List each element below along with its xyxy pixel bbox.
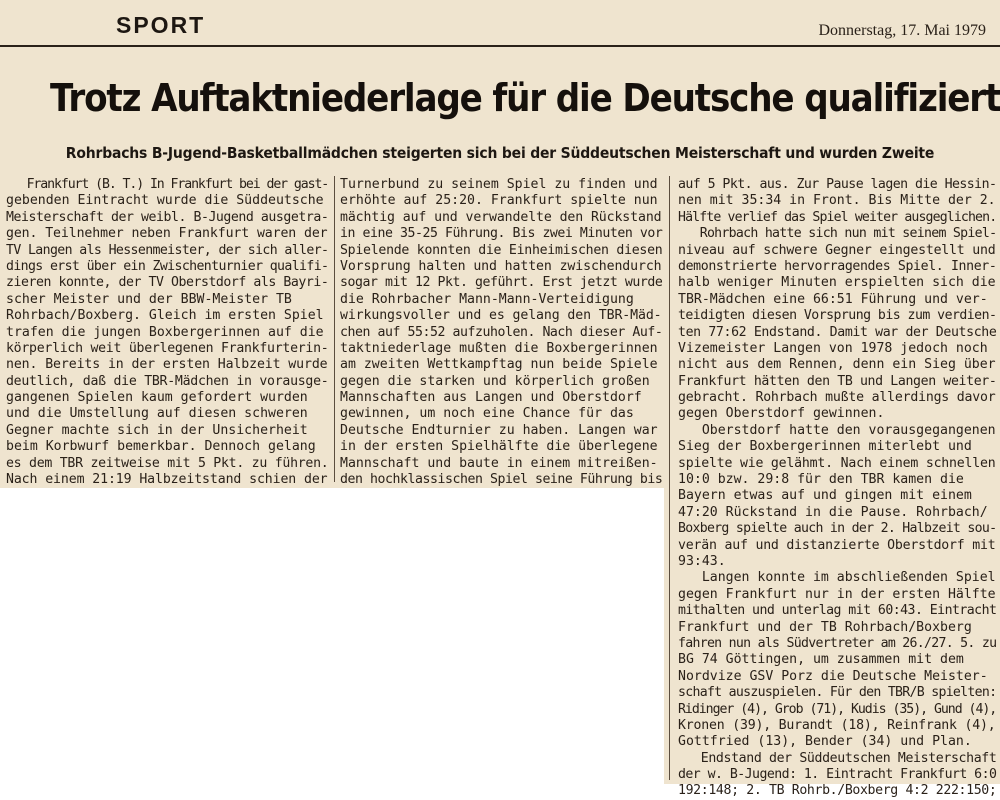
text-line: gegen Oberstdorf gewinnen. — [678, 406, 885, 422]
text-line: trafen die jungen Boxbergerinnen auf die — [6, 324, 324, 340]
text-line: 10:0 bzw. 29:8 für den TBR kamen die — [678, 472, 964, 488]
article-column-3 — [678, 177, 996, 800]
text-line: Endstand der Süddeutschen Meisterschaft — [678, 750, 997, 766]
text-line: erhöhte auf 25:20. Frankfurt spielte nun — [340, 193, 658, 209]
text-line: sogar mit 12 Pkt. geführt. Erst jetzt wurde — [340, 275, 663, 291]
text-line: dings erst über ein Zwischenturnier qualifi- — [6, 258, 329, 274]
article-column-2 — [340, 177, 662, 488]
text-line: den hochklassischen Spiel seine Führung bis — [340, 472, 663, 488]
text-line: Kronen (39), Burandt (18), Reinfrank (4), — [678, 717, 996, 733]
text-line: Rohrbach hatte sich nun mit seinem Spiel- — [678, 226, 997, 242]
text-line: mithalten und unterlag mit 60:43. Eintracht — [678, 603, 997, 619]
text-line: die Rohrbacher Mann-Mann-Verteidigung — [340, 291, 634, 307]
text-line: am zweiten Wettkampftag nun beide Spiele — [340, 357, 658, 373]
text-line: Mannschaft und baute in einem mitreißen- — [340, 455, 658, 471]
text-line: Nordvize GSV Porz die Deutsche Meister- — [678, 668, 988, 684]
text-line: in der ersten Spielhälfte die überlegene — [340, 439, 658, 455]
header-rule — [0, 45, 1000, 47]
text-line: es dem TBR zeitweise mit 5 Pkt. zu führen. — [6, 455, 329, 471]
text-line: gewinnen, um noch eine Chance für das — [340, 406, 634, 422]
text-line: Frankfurt (B. T.) In Frankfurt bei der gast- — [6, 177, 329, 192]
text-line: Langen konnte im abschließenden Spiel — [678, 570, 996, 586]
article-headline: Trotz Auftaktniederlage für die Deutsche qualifiziert — [50, 76, 1000, 120]
section-title: SPORT — [116, 12, 206, 38]
text-line: taktniederlage mußten die Boxbergerinnen — [340, 340, 658, 356]
text-line: nicht aus dem Rennen, denn ein Sieg über — [678, 357, 996, 373]
text-line: 93:43. — [678, 553, 726, 569]
text-line: gebenden Eintracht wurde die Süddeutsche — [6, 193, 324, 209]
text-line: Gegner machte sich in der Unsicherheit — [6, 422, 308, 438]
text-line: Deutsche Endturnier zu haben. Langen war — [340, 422, 658, 438]
text-line: Vorsprung halten und hatten zwischendurch — [340, 258, 662, 274]
text-line: Oberstdorf hatte den vorausgegangenen — [678, 422, 996, 438]
text-line: BG 74 Göttingen, um zusammen mit dem — [678, 652, 964, 668]
text-line: gegen Frankfurt nur in der ersten Hälfte — [678, 586, 996, 602]
text-line: niveau auf schwere Gegner eingestellt und — [678, 242, 996, 258]
text-line: spielte wie gelähmt. Nach einem schnellen — [678, 455, 996, 471]
text-line: chen auf 55:52 aufzuholen. Nach dieser Auf- — [340, 324, 663, 340]
text-line: gangenen Spielen kaum gefordert wurden — [6, 390, 308, 406]
text-line: Bayern etwas auf und gingen mit einem — [678, 488, 972, 504]
text-line: auf 5 Pkt. aus. Zur Pause lagen die Hessin- — [678, 177, 997, 192]
text-line: 192:148; 2. TB Rohrb./Boxberg 4:2 222:150; — [678, 783, 997, 799]
text-line: 47:20 Rückstand in die Pause. Rohrbach/ — [678, 504, 988, 520]
text-line: TBR-Mädchen eine 66:51 Führung und ver- — [678, 291, 988, 307]
text-line: ten 77:62 Endstand. Damit war der Deutsche — [678, 324, 997, 340]
text-line: der w. B-Jugend: 1. Eintracht Frankfurt 6:0 — [678, 767, 997, 783]
text-line: beim Korbwurf bemerkbar. Dennoch gelang — [6, 439, 316, 455]
text-line: Boxberg spielte auch in der 2. Halbzeit sou- — [678, 521, 997, 537]
text-line: Sieg der Boxbergerinnen miterlebt und — [678, 439, 972, 455]
text-line: mächtig auf und verwandelte den Rückstand — [340, 209, 662, 225]
text-line: scher Meister und der BBW-Meister TB — [6, 291, 292, 307]
text-line: Ridinger (4), Grob (71), Kudis (35), Gund (4), — [678, 701, 997, 717]
text-line: wirkungsvoller und es gelang den TBR-Mäd- — [340, 308, 662, 324]
column-divider-1 — [334, 176, 335, 482]
text-line: schaft auszuspielen. Für den TBR/B spielten: — [678, 685, 997, 701]
text-line: TV Langen als Hessenmeister, der sich aller- — [6, 242, 329, 258]
text-line: gebracht. Rohrbach mußte allerdings davor — [678, 390, 996, 406]
text-line: fahren nun als Südvertreter am 26./27. 5. zu — [678, 635, 997, 651]
text-line: Rohrbach/Boxberg. Gleich im ersten Spiel — [6, 308, 324, 324]
text-line: und die Umstellung auf diesen schweren — [6, 406, 308, 422]
text-line: deutlich, daß die TBR-Mädchen in vorausge- — [6, 373, 329, 389]
text-line: Spielende konnten die Einheimischen diesen — [340, 242, 663, 258]
text-line: zieren konnte, der TV Oberstdorf als Bayri- — [6, 275, 329, 291]
text-line: nen. Bereits in der ersten Halbzeit wurde — [6, 357, 328, 373]
text-line: körperlich weit überlegenen Frankfurterin- — [6, 340, 329, 356]
text-line: Nach einem 21:19 Halbzeitstand schien der — [6, 472, 328, 488]
text-line: verän auf und distanzierte Oberstdorf mit — [678, 537, 996, 553]
text-line: Frankfurt und der TB Rohrbach/Boxberg — [678, 619, 972, 635]
text-line: halb weniger Minuten erspielten sich die — [678, 275, 996, 291]
text-line: Hälfte verlief das Spiel weiter ausgeglichen. — [678, 209, 997, 225]
text-line: demonstrierte hervorragendes Spiel. Inner- — [678, 258, 997, 274]
text-line: Mannschaften aus Langen und Oberstdorf — [340, 390, 642, 406]
text-line: nen mit 35:34 in Front. Bis Mitte der 2. — [678, 193, 996, 209]
text-line: Meisterschaft der weibl. B-Jugend ausgetra- — [6, 209, 329, 225]
text-line: in eine 35-25 Führung. Bis zwei Minuten vor — [340, 226, 663, 242]
text-line: gen. Teilnehmer neben Frankfurt waren der — [6, 226, 328, 242]
text-line: Gottfried (13), Bender (34) und Plan. — [678, 734, 972, 750]
text-line: teidigten diesen Vorsprung bis zum verdien- — [678, 308, 997, 324]
text-line: Frankfurt hätten den TB und Langen weiter- — [678, 373, 997, 389]
text-line: gegen die starken und körperlich großen — [340, 373, 650, 389]
article-subheadline: Rohrbachs B-Jugend-Basketballmädchen steigerten sich bei der Süddeutschen Meisterschaft und wurden Zweite — [65, 144, 935, 162]
text-line: Vizemeister Langen von 1978 jedoch noch — [678, 340, 988, 356]
article-column-1 — [6, 177, 328, 488]
column-divider-2 — [669, 176, 670, 780]
issue-date: Donnerstag, 17. Mai 1979 — [818, 22, 986, 39]
text-line: Turnerbund zu seinem Spiel zu finden und — [340, 177, 658, 192]
